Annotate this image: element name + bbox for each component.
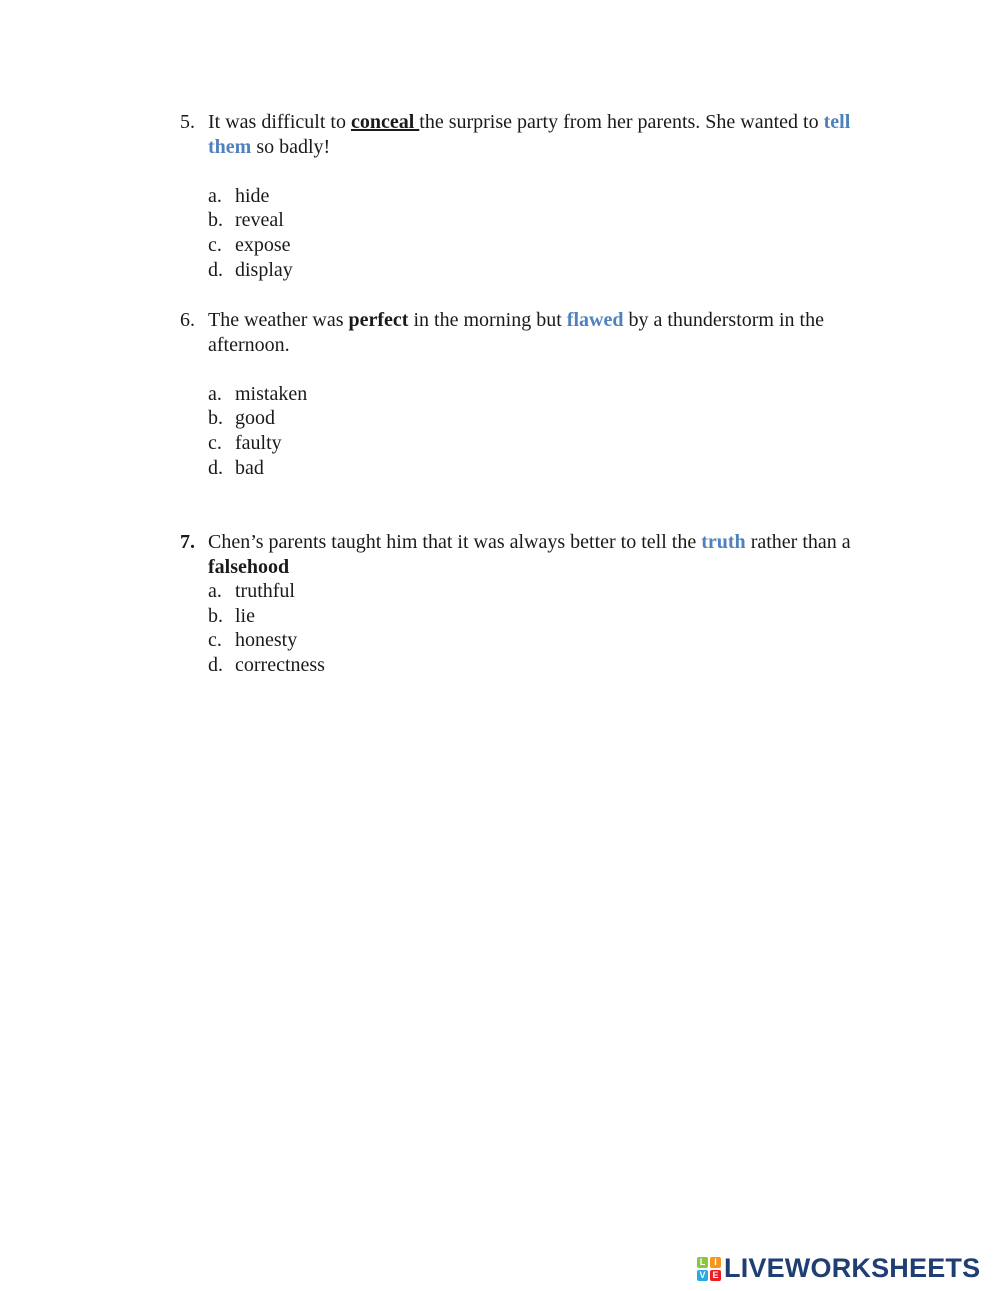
option-text: hide — [235, 184, 270, 207]
text-fragment: rather than a — [745, 531, 851, 553]
question-number: 6. — [180, 309, 195, 331]
option-a[interactable] — [208, 184, 860, 209]
logo-tile: V — [697, 1270, 708, 1281]
question-7 — [180, 530, 860, 678]
option-d[interactable] — [208, 258, 860, 283]
text-fragment: It was difficult to — [208, 111, 351, 133]
option-text: faulty — [235, 431, 282, 454]
question-7-stem — [180, 530, 860, 579]
key-word: falsehood — [208, 555, 290, 578]
option-text: mistaken — [235, 382, 308, 405]
question-6-stem — [180, 308, 860, 357]
option-letter: a. — [208, 184, 222, 207]
option-a[interactable] — [208, 382, 860, 407]
text-fragment: by a thunderstorm in the afternoon. — [208, 309, 824, 356]
option-text: expose — [235, 233, 291, 256]
question-text — [208, 308, 860, 357]
hint-word: truth — [701, 531, 746, 553]
text-fragment: so badly! — [251, 135, 331, 158]
option-text: bad — [235, 456, 264, 479]
text-fragment: in the morning but — [408, 309, 567, 331]
option-c[interactable] — [208, 628, 860, 653]
brand-name: LIVEWORKSHEETS — [724, 1253, 981, 1283]
option-letter: b. — [208, 209, 223, 232]
text-fragment: the surprise party from her parents. She wanted to — [419, 111, 824, 133]
option-text: good — [235, 407, 275, 430]
option-text: lie — [235, 604, 255, 627]
option-letter: c. — [208, 629, 222, 652]
answer-options — [208, 382, 860, 481]
question-5-stem — [180, 110, 860, 159]
answer-options — [208, 184, 860, 283]
option-b[interactable] — [208, 208, 860, 233]
option-letter: c. — [208, 431, 222, 454]
option-text: reveal — [235, 209, 284, 232]
option-letter: a. — [208, 382, 222, 405]
question-6 — [180, 308, 860, 480]
logo-tile: L — [697, 1257, 708, 1268]
option-d[interactable] — [208, 456, 860, 481]
option-letter: c. — [208, 233, 222, 256]
option-letter: d. — [208, 654, 223, 677]
option-text: display — [235, 258, 293, 281]
option-c[interactable] — [208, 233, 860, 258]
question-text — [208, 110, 860, 159]
liveworksheets-brand — [697, 1253, 980, 1284]
hint-word: flawed — [566, 309, 624, 331]
logo-tile: E — [710, 1270, 721, 1281]
question-text — [208, 530, 860, 579]
liveworksheets-logo-icon — [697, 1257, 721, 1281]
option-text: truthful — [235, 580, 295, 602]
option-letter: b. — [208, 604, 223, 627]
logo-tile: I — [710, 1257, 721, 1268]
option-text: correctness — [235, 654, 325, 677]
question-5 — [180, 110, 860, 282]
text-fragment: Chen’s parents taught him that it was always better to tell the — [208, 531, 702, 553]
option-d[interactable] — [208, 653, 860, 678]
option-c[interactable] — [208, 431, 860, 456]
option-b[interactable] — [208, 604, 860, 629]
text-fragment: The weather was — [208, 309, 349, 331]
hint-word: tell them — [208, 111, 851, 158]
option-letter: a. — [208, 580, 222, 602]
answer-options — [208, 579, 860, 678]
option-a[interactable] — [208, 579, 860, 604]
question-number: 5. — [180, 111, 195, 133]
option-text: honesty — [235, 629, 298, 652]
question-number: 7. — [180, 531, 195, 553]
option-letter: d. — [208, 456, 223, 479]
option-letter: b. — [208, 407, 223, 430]
option-letter: d. — [208, 258, 223, 281]
key-word: perfect — [348, 309, 409, 331]
option-b[interactable] — [208, 406, 860, 431]
key-word: conceal — [350, 111, 420, 133]
